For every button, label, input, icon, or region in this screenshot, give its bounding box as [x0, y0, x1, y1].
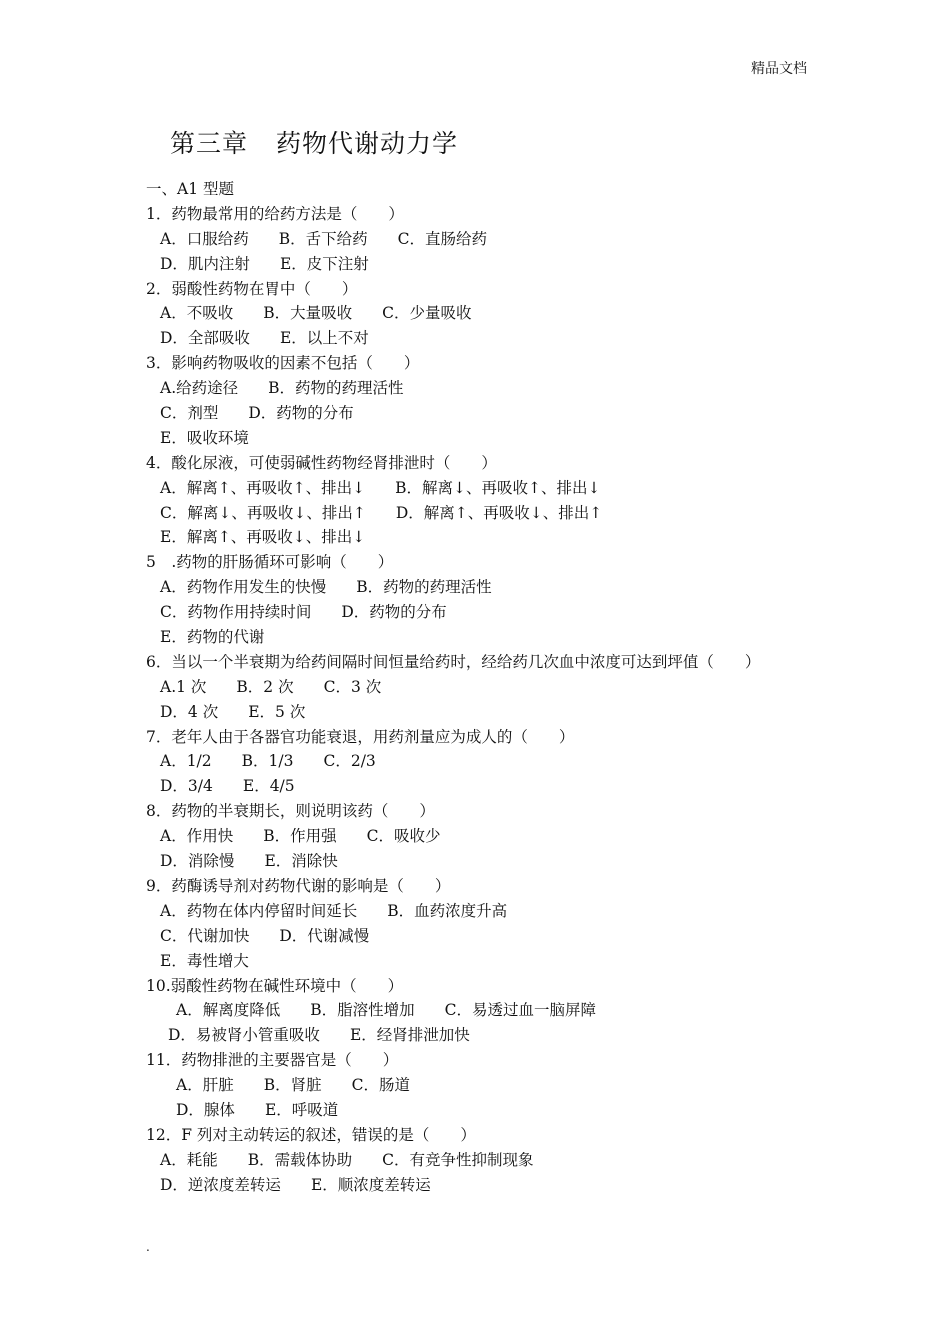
question-stem: 5 .药物的肝肠循环可影响（ ）: [146, 553, 394, 572]
option-row: [146, 1173, 846, 1198]
question-stem: 10.弱酸性药物在碱性环境中（ ）: [146, 976, 404, 995]
answer-option: B．血药浓度升高: [387, 901, 508, 920]
answer-option: E．顺浓度差转运: [310, 1175, 431, 1194]
answer-option: D．易被肾小管重吸收: [168, 1026, 320, 1045]
answer-option: B．大量吸收: [263, 304, 353, 323]
question-stem: 7．老年人由于各器官功能衰退，用药剂量应为成人的（ ）: [146, 727, 575, 746]
option-row: [146, 252, 846, 277]
answer-option: D．3/4: [160, 777, 213, 796]
answer-option: A．药物作用发生的快慢: [160, 578, 327, 597]
answer-option: E．消除快: [264, 852, 338, 871]
answer-option: C．直肠给药: [397, 229, 487, 248]
answer-option: B．2 次: [236, 677, 294, 696]
option-row: [146, 476, 846, 501]
option-row: [146, 401, 846, 426]
answer-option: E．吸收环境: [160, 428, 249, 447]
option-row: [146, 525, 846, 550]
answer-option: C．肠道: [351, 1076, 410, 1095]
answer-option: E．经肾排泄加快: [349, 1026, 470, 1045]
answer-option: D．肌内注射: [160, 254, 250, 273]
option-row: [146, 227, 846, 252]
answer-option: D．腺体: [176, 1100, 235, 1119]
option-row: [146, 749, 846, 774]
answer-option: B．肾脏: [263, 1076, 322, 1095]
option-row: [146, 774, 846, 799]
answer-option: C．剂型: [160, 404, 219, 423]
question-stem: 4．酸化尿液，可使弱碱性药物经肾排泄时（ ）: [146, 453, 497, 472]
option-row: [146, 949, 846, 974]
answer-option: B．解离↓、再吸收↑、排出↓: [395, 478, 601, 497]
option-row: [146, 501, 846, 526]
header-note: 精品文档: [751, 61, 807, 77]
answer-option: E．药物的代谢: [160, 628, 265, 647]
answer-option: A．不吸收: [160, 304, 234, 323]
answer-option: C．少量吸收: [382, 304, 472, 323]
answer-option: B．药物的药理活性: [356, 578, 492, 597]
option-row: [146, 824, 846, 849]
answer-option: D．代谢减慢: [279, 926, 370, 945]
question-stem: 6．当以一个半衰期为给药间隔时间恒量给药时，经给药几次血中浓度可达到坪值（ ）: [146, 652, 761, 671]
option-row: [146, 301, 846, 326]
question-stem: 2．弱酸性药物在胃中（ ）: [146, 279, 358, 298]
answer-option: A．口服给药: [160, 229, 249, 248]
option-row: [146, 376, 846, 401]
answer-option: D．消除慢: [160, 852, 235, 871]
answer-option: A.给药途径: [160, 379, 239, 398]
option-row: [146, 1148, 846, 1173]
answer-option: E．解离↑、再吸收↓、排出↓: [160, 528, 366, 547]
answer-option: B．需载体协助: [247, 1150, 353, 1169]
chapter-title: [170, 124, 458, 160]
answer-option: E．以上不对: [279, 329, 369, 348]
answer-option: D．药物的分布: [341, 603, 447, 622]
answer-option: B．1/3: [241, 752, 294, 771]
answer-option: C．解离↓、再吸收↓、排出↑: [160, 503, 366, 522]
question-list: [146, 177, 846, 1198]
option-row: [146, 1073, 846, 1098]
option-row: [146, 998, 846, 1023]
option-row: [146, 575, 846, 600]
chapter-name: 药物代谢动力学: [276, 129, 459, 158]
question-stem: 12．F 列对主动转运的叙述，错误的是（ ）: [146, 1125, 476, 1144]
answer-option: D．全部吸收: [160, 329, 250, 348]
answer-option: C．有竞争性抑制现象: [382, 1150, 534, 1169]
answer-option: E．呼吸道: [264, 1100, 339, 1119]
footer-mark: .: [146, 1240, 150, 1254]
section-heading: 一、A1 型题: [146, 180, 234, 198]
answer-option: C．吸收少: [366, 827, 441, 846]
question-stem: 3．影响药物吸收的因素不包括（ ）: [146, 354, 420, 373]
answer-option: B．作用强: [263, 827, 337, 846]
question-stem: 9．药酶诱导剂对药物代谢的影响是（ ）: [146, 876, 451, 895]
answer-option: A．解离↑、再吸收↑、排出↓: [160, 478, 366, 497]
answer-option: A．耗能: [160, 1150, 218, 1169]
question-stem: 11．药物排泄的主要器官是（ ）: [146, 1051, 399, 1070]
answer-option: D．4 次: [160, 702, 219, 721]
answer-option: A．作用快: [160, 827, 234, 846]
answer-option: A．1/2: [160, 752, 212, 771]
answer-option: B．舌下给药: [278, 229, 368, 248]
option-row: [146, 924, 846, 949]
option-row: [146, 600, 846, 625]
option-row: [146, 1098, 846, 1123]
answer-option: D．药物的分布: [248, 404, 354, 423]
answer-option: C．易透过血一脑屏障: [444, 1001, 596, 1020]
answer-option: D．逆浓度差转运: [160, 1175, 281, 1194]
option-row: [146, 625, 846, 650]
answer-option: C．药物作用持续时间: [160, 603, 312, 622]
answer-option: E．毒性增大: [160, 951, 249, 970]
answer-option: B．药物的药理活性: [268, 379, 404, 398]
question-stem: 8．药物的半衰期长，则说明该药（ ）: [146, 802, 435, 821]
chapter-number: 第三章: [170, 129, 249, 158]
answer-option: A．肝脏: [176, 1076, 234, 1095]
option-row: [146, 849, 846, 874]
option-row: [146, 675, 846, 700]
option-row: [146, 326, 846, 351]
answer-option: A．解离度降低: [176, 1001, 281, 1020]
answer-option: E．5 次: [248, 702, 306, 721]
answer-option: A.1 次: [160, 677, 207, 696]
answer-option: C．3 次: [323, 677, 382, 696]
answer-option: C．2/3: [323, 752, 376, 771]
answer-option: E．皮下注射: [279, 254, 369, 273]
option-row: [146, 700, 846, 725]
answer-option: C．代谢加快: [160, 926, 250, 945]
answer-option: B．脂溶性增加: [310, 1001, 415, 1020]
option-row: [146, 1023, 846, 1048]
option-row: [146, 899, 846, 924]
answer-option: D．解离↑、再吸收↓、排出↑: [395, 503, 603, 522]
answer-option: E．4/5: [242, 777, 295, 796]
answer-option: A．药物在体内停留时间延长: [160, 901, 358, 920]
option-row: [146, 426, 846, 451]
question-stem: 1．药物最常用的给药方法是（ ）: [146, 204, 404, 223]
